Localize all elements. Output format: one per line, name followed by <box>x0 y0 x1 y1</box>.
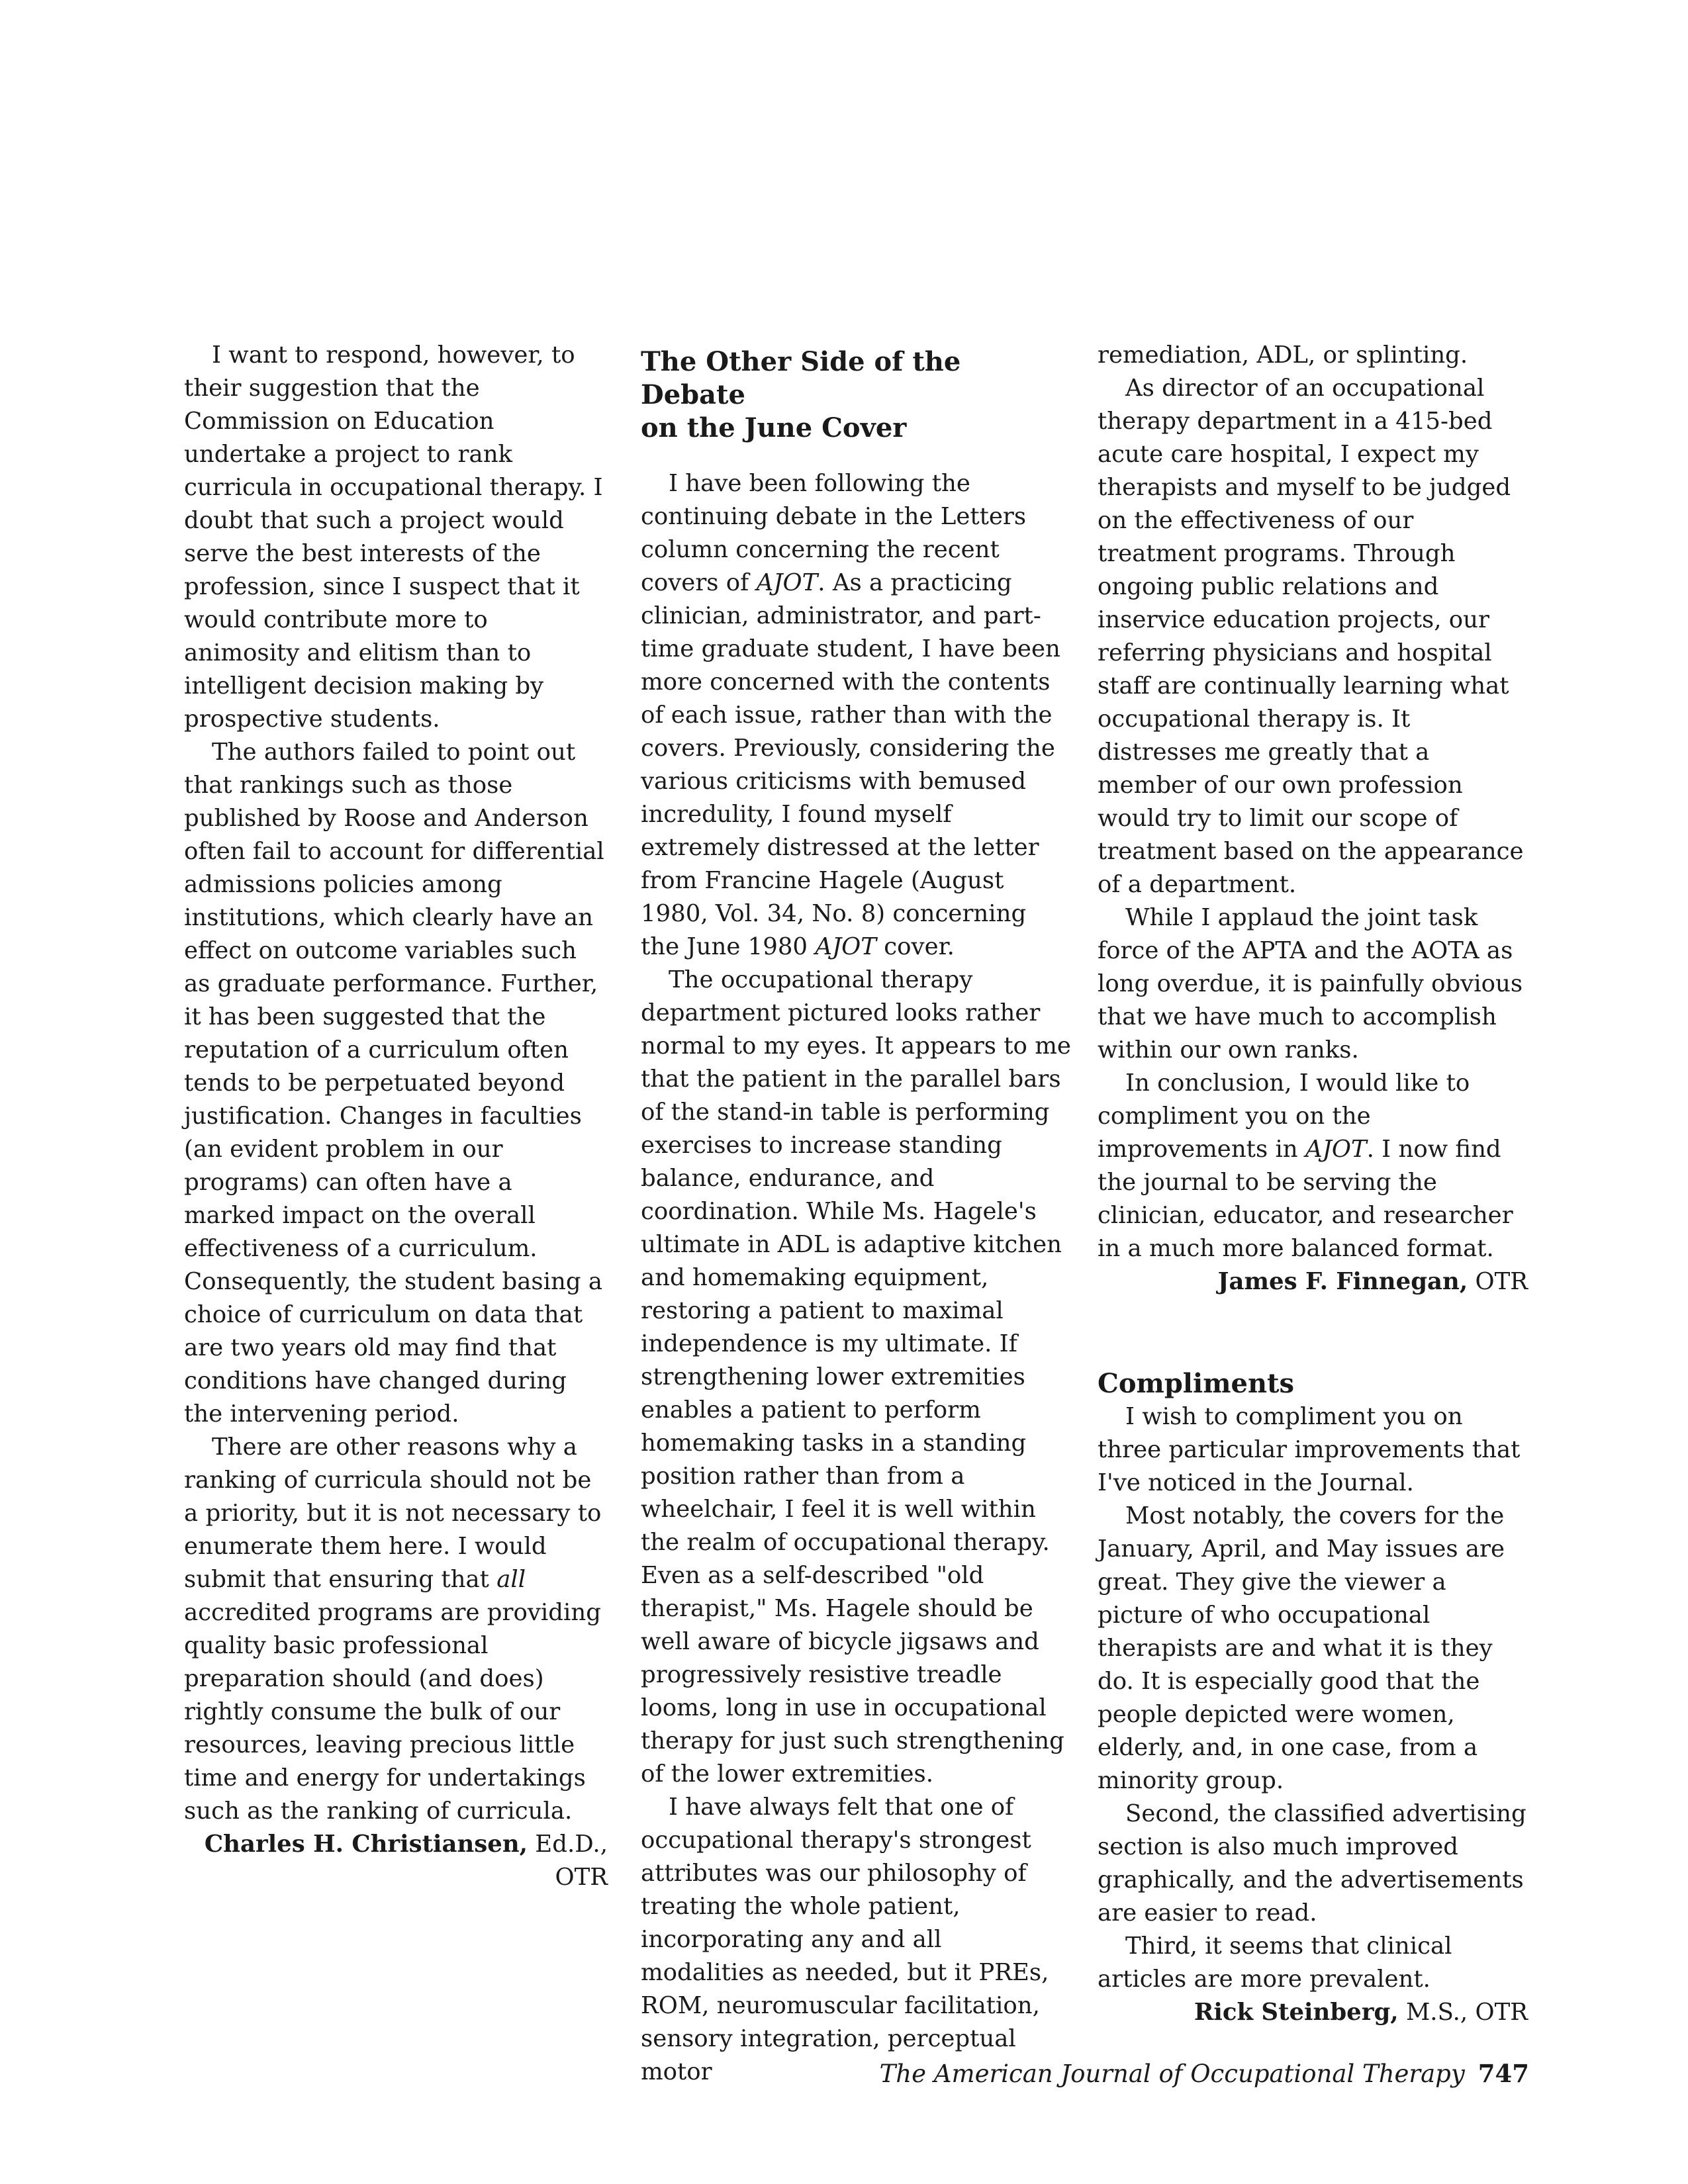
page-footer <box>880 2059 1529 2088</box>
signature-finnegan <box>1098 1265 1528 1298</box>
column-middle <box>641 339 1071 2089</box>
letter-heading-debate <box>641 345 1071 445</box>
letter-paragraph: As director of an occupational therapy department in a 415-bed acute care hospital, I expect my therapists and myself to be judged on the effectiveness of our treatment programs. Through ongoing public relations and inservice education projects, our referring physicians and hospital staff are continually learning what occupational therapy is. It distresses me greatly that a member of our own profession would try to limit our scope of treatment based on the appearance of a department. <box>1098 375 1524 898</box>
letter-paragraph <box>1098 1067 1528 1265</box>
journal-abbrev: AJOT <box>1305 1136 1367 1163</box>
text-run: . As a practicing clinician, administrator, and part-time graduate student, I have been more concerned with the contents of each issue, rather than with the covers. Previously, considering the various criticisms with bemused incredulity, I found myself extremely distressed at the letter from Francine Hagele (August 1980, Vol. 34, No. 8) concerning the June 1980 <box>641 569 1060 960</box>
letter-paragraph-continued: remediation, ADL, or splinting. <box>1098 341 1468 369</box>
text-run: accredited programs are providing quality basic professional preparation should (and does) rightly consume the bulk of our resources, leaving precious little time and energy for undertakings such as the ranking of curricula. <box>184 1599 601 1825</box>
signature-christiansen <box>184 1828 608 1861</box>
signature-degree-line: OTR <box>555 1864 608 1891</box>
signature-degree: M.S., OTR <box>1398 1999 1528 2026</box>
signature-steinberg <box>1098 1996 1528 2029</box>
heading-line: The Other Side of the Debate <box>641 346 961 410</box>
letter-paragraph: The authors failed to point out that rankings such as those published by Roose and Anderson often fail to account for differential admissions policies among institutions, which clearly have an effect on outcome variables such as graduate performance. Further, it has been suggested that the reputation of a curriculum often tends to be perpetuated beyond justification. Changes in faculties (an evident problem in our programs) can often have a marked impact on the overall effectiveness of a curriculum. Consequently, the student basing a choice of curriculum on data that are two years old may find that conditions have changed during the intervening period. <box>184 739 604 1428</box>
signature-name: Charles H. Christiansen, <box>204 1831 528 1858</box>
journal-abbrev: AJOT <box>815 933 876 960</box>
letter-paragraph: Second, the classified advertising section is also much improved graphically, and the advertisements are easier to read. <box>1098 1800 1526 1927</box>
letter-paragraph <box>184 1431 608 1828</box>
signature-degree: OTR <box>1468 1268 1528 1295</box>
letter-paragraph: Third, it seems that clinical articles are more prevalent. <box>1098 1933 1452 1993</box>
page-number: 747 <box>1477 2059 1529 2088</box>
journal-title: The American Journal of Occupational Therapy <box>879 2060 1465 2088</box>
signature-name: Rick Steinberg, <box>1194 1999 1399 2026</box>
letter-paragraph: I wish to compliment you on three particular improvements that I've noticed in the Journal. <box>1098 1403 1521 1496</box>
text-run: I have been following the continuing debate in the Letters column concerning the recent covers of <box>641 470 1027 596</box>
letter-paragraph: I want to respond, however, to their suggestion that the Commission on Education undertake a project to rank curricula in occupational therapy. I doubt that such a project would serve the best interests of the profession, since I suspect that it would contribute more to animosity and elitism than to intelligent decision making by prospective students. <box>184 341 603 733</box>
letter-paragraph: The occupational therapy department pictured looks rather normal to my eyes. It appears to me that the patient in the parallel bars of the stand-in table is performing exercises to increase standing balance, endurance, and coordination. While Ms. Hagele's ultimate in ADL is adaptive kitchen and homemaking equipment, restoring a patient to maximal independence is my ultimate. If strengthening lower extremities enables a patient to perform homemaking tasks in a standing position rather than from a wheelchair, I feel it is well within the realm of occupational therapy. Even as a self-described "old therapist," Ms. Hagele should be well aware of bicycle jigsaws and progressively resistive treadle looms, long in use in occupational therapy for just such strengthening of the lower extremities. <box>641 966 1071 1788</box>
text-run: cover. <box>876 933 955 960</box>
text-run: There are other reasons why a ranking of curricula should not be a priority, but it is not necessary to enumerate them here. I would submit that ensuring that <box>184 1433 602 1593</box>
heading-line: on the June Cover <box>641 412 907 443</box>
signature-name: James F. Finnegan, <box>1217 1268 1468 1295</box>
text-run: . I now find the journal to be serving the clinician, educator, and researcher in a much more balanced format. <box>1098 1136 1513 1262</box>
emphasis-all: all <box>496 1566 526 1593</box>
column-left <box>184 339 608 1894</box>
journal-abbrev: AJOT <box>756 569 818 596</box>
letter-heading-compliments: Compliments <box>1098 1368 1295 1399</box>
letter-paragraph: Most notably, the covers for the January, April, and May issues are great. They give the viewer a picture of who occupational therapists are and what it is they do. It is especially good that the people depicted were women, elderly, and, in one case, from a minority group. <box>1098 1502 1505 1794</box>
letter-paragraph <box>641 467 1071 964</box>
column-right <box>1098 339 1528 2029</box>
letter-paragraph: While I applaud the joint task force of the APTA and the AOTA as long overdue, it is painfully obvious that we have much to accomplish within our own ranks. <box>1098 904 1523 1064</box>
text-run: In conclusion, I would like to compliment you on the improvements in <box>1098 1069 1470 1163</box>
letter-paragraph: I have always felt that one of occupational therapy's strongest attributes was our philosophy of treating the whole patient, incorporating any and all modalities as needed, but it PREs, ROM, neuromuscular facilitation, sensory integration, perceptual motor <box>641 1794 1049 2085</box>
signature-degree: Ed.D., <box>528 1831 608 1858</box>
